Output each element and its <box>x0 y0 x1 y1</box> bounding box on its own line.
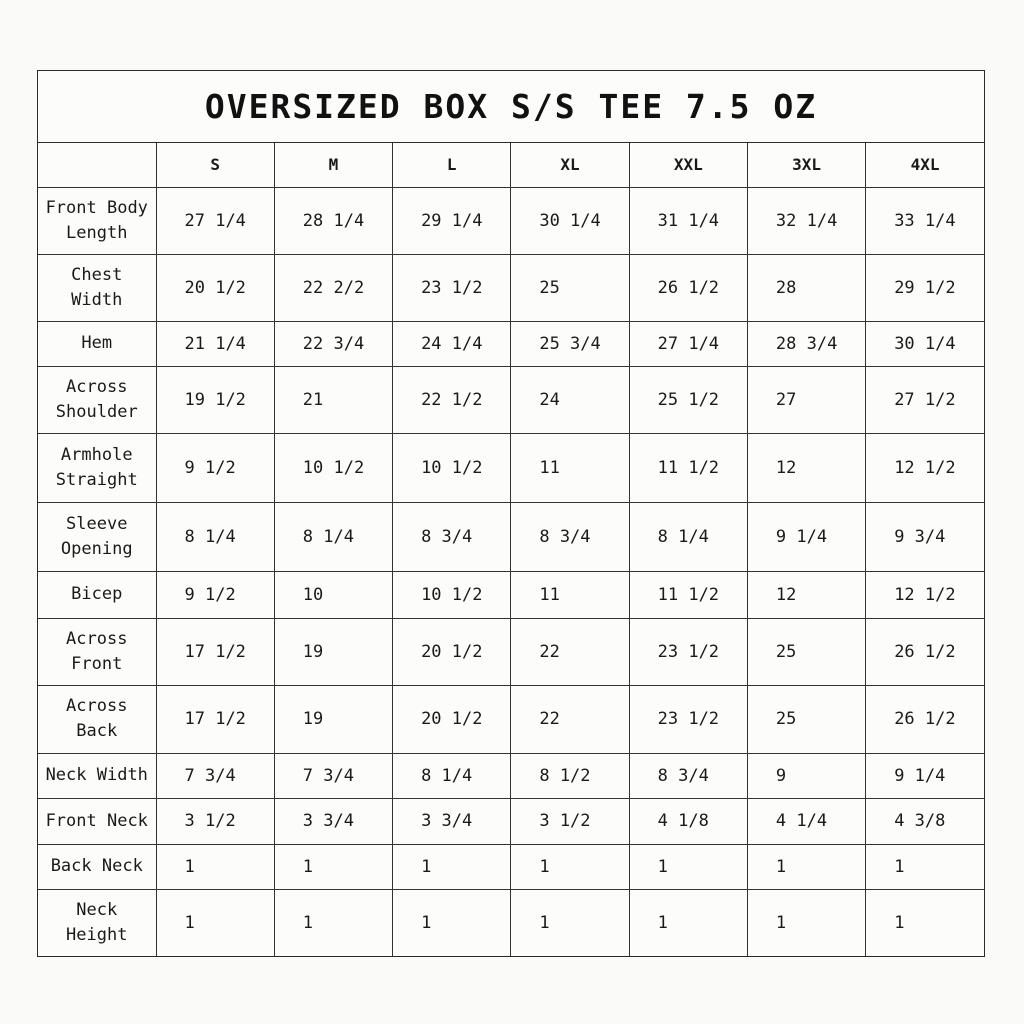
measurement-cell: 8 3/4 <box>629 753 747 798</box>
measurement-cell: 24 1/4 <box>393 321 511 366</box>
table-row <box>38 753 984 798</box>
measurement-cell: 24 <box>511 366 629 433</box>
table-row <box>38 571 984 618</box>
measurement-cell: 8 1/4 <box>629 502 747 571</box>
measurement-cell: 19 <box>274 618 392 685</box>
measurement-cell: 8 3/4 <box>511 502 629 571</box>
row-label: Armhole Straight <box>38 433 156 502</box>
measurement-cell: 9 <box>747 753 865 798</box>
row-label: Neck Height <box>38 889 156 956</box>
measurement-cell: 7 3/4 <box>156 753 274 798</box>
measurement-cell: 7 3/4 <box>274 753 392 798</box>
measurement-cell: 1 <box>156 889 274 956</box>
measurement-cell: 22 1/2 <box>393 366 511 433</box>
measurement-cell: 8 1/4 <box>274 502 392 571</box>
measurement-cell: 26 1/2 <box>866 685 984 753</box>
row-label: Sleeve Opening <box>38 502 156 571</box>
table-row <box>38 187 984 254</box>
measurement-cell: 33 1/4 <box>866 187 984 254</box>
measurement-cell: 27 1/4 <box>156 187 274 254</box>
measurement-cell: 1 <box>747 889 865 956</box>
measurement-cell: 1 <box>156 844 274 889</box>
measurement-cell: 17 1/2 <box>156 618 274 685</box>
measurement-cell: 3 1/2 <box>511 798 629 844</box>
measurement-cell: 3 3/4 <box>274 798 392 844</box>
size-header-3xl: 3XL <box>747 143 865 187</box>
measurement-cell: 19 <box>274 685 392 753</box>
measurement-cell: 12 <box>747 433 865 502</box>
measurement-cell: 9 3/4 <box>866 502 984 571</box>
measurement-cell: 30 1/4 <box>866 321 984 366</box>
measurement-cell: 26 1/2 <box>629 254 747 321</box>
size-header-4xl: 4XL <box>866 143 984 187</box>
row-label: Neck Width <box>38 753 156 798</box>
table-row <box>38 366 984 433</box>
measurement-cell: 23 1/2 <box>629 685 747 753</box>
size-header-xxl: XXL <box>629 143 747 187</box>
measurement-cell: 1 <box>629 889 747 956</box>
row-label: Back Neck <box>38 844 156 889</box>
measurement-cell: 23 1/2 <box>629 618 747 685</box>
measurement-cell: 9 1/4 <box>866 753 984 798</box>
size-table <box>38 143 984 956</box>
measurement-cell: 8 1/4 <box>393 753 511 798</box>
measurement-cell: 12 1/2 <box>866 571 984 618</box>
measurement-cell: 25 <box>747 685 865 753</box>
measurement-cell: 19 1/2 <box>156 366 274 433</box>
table-row <box>38 321 984 366</box>
table-row <box>38 798 984 844</box>
measurement-cell: 25 3/4 <box>511 321 629 366</box>
size-header-row <box>38 143 984 187</box>
measurement-cell: 23 1/2 <box>393 254 511 321</box>
measurement-cell: 12 1/2 <box>866 433 984 502</box>
measurement-cell: 29 1/4 <box>393 187 511 254</box>
measurement-cell: 28 <box>747 254 865 321</box>
measurement-cell: 11 1/2 <box>629 433 747 502</box>
measurement-cell: 21 <box>274 366 392 433</box>
measurement-cell: 22 2/2 <box>274 254 392 321</box>
measurement-cell: 20 1/2 <box>156 254 274 321</box>
size-header-m: M <box>274 143 392 187</box>
row-label: Across Back <box>38 685 156 753</box>
measurement-cell: 9 1/2 <box>156 571 274 618</box>
measurement-cell: 4 1/4 <box>747 798 865 844</box>
table-row <box>38 254 984 321</box>
measurement-cell: 1 <box>747 844 865 889</box>
measurement-cell: 3 3/4 <box>393 798 511 844</box>
measurement-cell: 10 1/2 <box>393 433 511 502</box>
measurement-cell: 1 <box>274 844 392 889</box>
measurement-cell: 28 3/4 <box>747 321 865 366</box>
size-header-xl: XL <box>511 143 629 187</box>
measurement-cell: 32 1/4 <box>747 187 865 254</box>
table-row <box>38 502 984 571</box>
measurement-cell: 29 1/2 <box>866 254 984 321</box>
measurement-cell: 1 <box>866 889 984 956</box>
measurement-cell: 27 <box>747 366 865 433</box>
table-row <box>38 685 984 753</box>
measurement-cell: 22 <box>511 685 629 753</box>
row-label: Front Neck <box>38 798 156 844</box>
measurement-cell: 26 1/2 <box>866 618 984 685</box>
measurement-cell: 1 <box>511 889 629 956</box>
measurement-cell: 1 <box>866 844 984 889</box>
measurement-cell: 25 <box>511 254 629 321</box>
row-label: Chest Width <box>38 254 156 321</box>
measurement-cell: 22 3/4 <box>274 321 392 366</box>
measurement-cell: 4 3/8 <box>866 798 984 844</box>
row-label: Front Body Length <box>38 187 156 254</box>
measurement-rows <box>38 187 984 956</box>
measurement-cell: 12 <box>747 571 865 618</box>
row-label: Across Front <box>38 618 156 685</box>
measurement-cell: 27 1/2 <box>866 366 984 433</box>
measurement-cell: 28 1/4 <box>274 187 392 254</box>
row-label: Across Shoulder <box>38 366 156 433</box>
measurement-cell: 25 1/2 <box>629 366 747 433</box>
measurement-cell: 10 1/2 <box>274 433 392 502</box>
measurement-cell: 20 1/2 <box>393 618 511 685</box>
size-header-l: L <box>393 143 511 187</box>
measurement-cell: 11 <box>511 571 629 618</box>
measurement-cell: 3 1/2 <box>156 798 274 844</box>
size-chart <box>37 70 985 957</box>
measurement-cell: 10 <box>274 571 392 618</box>
measurement-cell: 11 1/2 <box>629 571 747 618</box>
measurement-cell: 1 <box>629 844 747 889</box>
corner-cell <box>38 143 156 187</box>
measurement-cell: 1 <box>274 889 392 956</box>
measurement-cell: 8 3/4 <box>393 502 511 571</box>
measurement-cell: 27 1/4 <box>629 321 747 366</box>
measurement-cell: 9 1/4 <box>747 502 865 571</box>
measurement-cell: 31 1/4 <box>629 187 747 254</box>
measurement-cell: 8 1/4 <box>156 502 274 571</box>
measurement-cell: 1 <box>393 844 511 889</box>
measurement-cell: 30 1/4 <box>511 187 629 254</box>
measurement-cell: 4 1/8 <box>629 798 747 844</box>
table-row <box>38 844 984 889</box>
measurement-cell: 17 1/2 <box>156 685 274 753</box>
measurement-cell: 9 1/2 <box>156 433 274 502</box>
table-row <box>38 889 984 956</box>
size-header-s: S <box>156 143 274 187</box>
measurement-cell: 1 <box>511 844 629 889</box>
row-label: Bicep <box>38 571 156 618</box>
measurement-cell: 11 <box>511 433 629 502</box>
measurement-cell: 22 <box>511 618 629 685</box>
measurement-cell: 25 <box>747 618 865 685</box>
table-row <box>38 433 984 502</box>
measurement-cell: 1 <box>393 889 511 956</box>
measurement-cell: 10 1/2 <box>393 571 511 618</box>
table-row <box>38 618 984 685</box>
measurement-cell: 20 1/2 <box>393 685 511 753</box>
measurement-cell: 21 1/4 <box>156 321 274 366</box>
chart-title: OVERSIZED BOX S/S TEE 7.5 OZ <box>38 71 984 143</box>
measurement-cell: 8 1/2 <box>511 753 629 798</box>
row-label: Hem <box>38 321 156 366</box>
